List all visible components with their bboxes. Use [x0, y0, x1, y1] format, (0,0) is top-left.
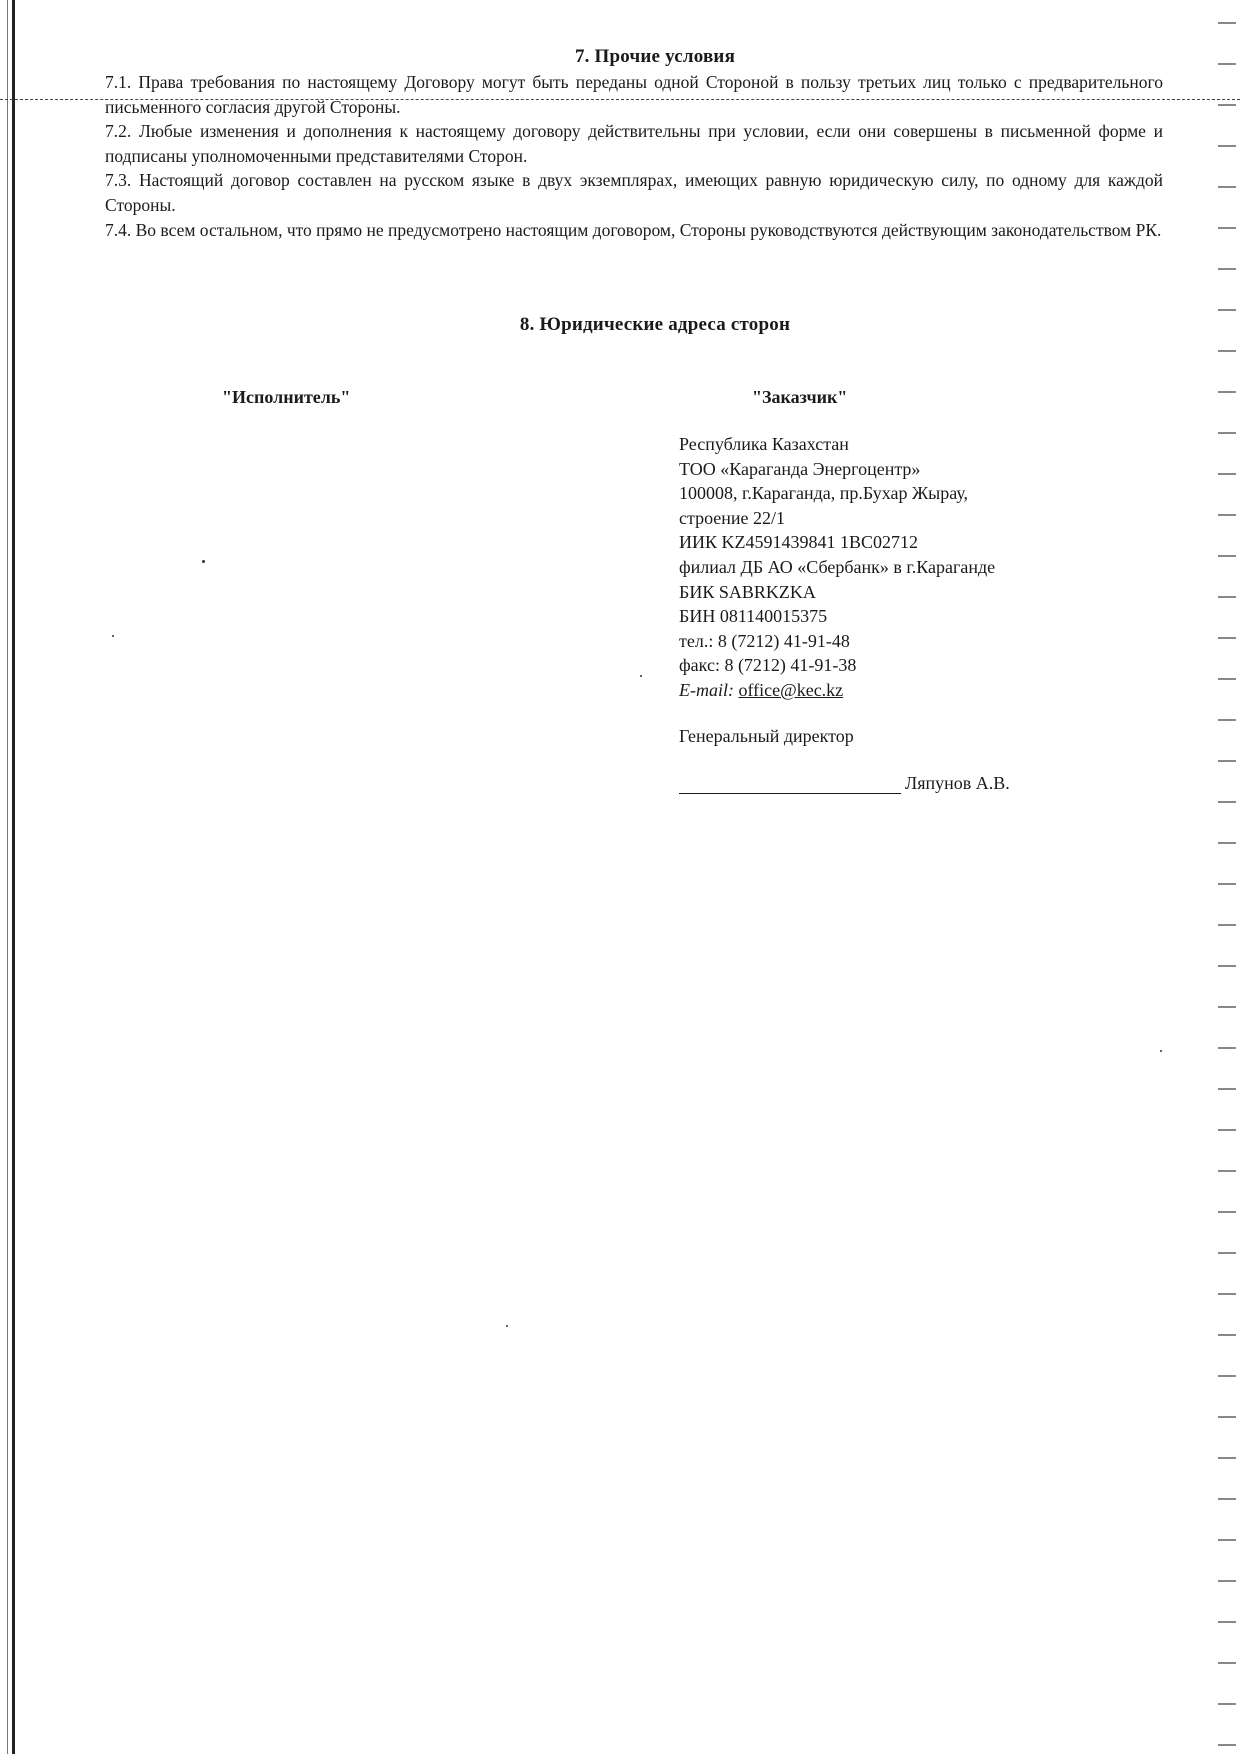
scan-edge [12, 0, 15, 1754]
customer-label: "Заказчик" [752, 387, 848, 407]
scan-speck [640, 675, 642, 677]
executor-label: "Исполнитель" [222, 387, 351, 407]
section-7-title: 7. Прочие условия [574, 46, 736, 67]
email-label: E-mail: [679, 679, 734, 700]
customer-address-line1: 100008, г.Караганда, пр.Бухар Жырау, [679, 483, 969, 504]
customer-bik: БИК SABRKZKA [679, 581, 816, 602]
section-7-clauses [105, 70, 1163, 242]
section-8-title: 8. Юридические адреса сторон [519, 314, 791, 335]
signature-line [679, 773, 901, 794]
customer-email-row [679, 678, 995, 703]
customer-phone: тел.: 8 (7212) 41-91-48 [679, 630, 850, 651]
customer-bin: БИН 081140015375 [679, 606, 828, 627]
customer-iik: ИИК KZ4591439841 1BC02712 [679, 532, 919, 553]
scan-speck [506, 1325, 508, 1327]
scan-speck [1160, 1050, 1162, 1052]
director-name: Ляпунов А.В. [905, 773, 1010, 793]
clause-7-2: 7.2. Любые изменения и дополнения к настоящему договору действительны при условии, если они совершены в письменной форме и подписаны уполномоченными представителями Сторон. [105, 121, 1163, 166]
scan-edge-secondary [7, 0, 8, 1754]
signature-row [679, 773, 1010, 794]
email-link[interactable]: office@kec.kz [738, 679, 844, 700]
customer-address-block [679, 432, 995, 703]
clause-7-4: 7.4. Во всем остальном, что прямо не предусмотрено настоящим договором, Стороны руководствуются действующим законодательством РК. [105, 219, 1162, 240]
director-title: Генеральный директор [679, 726, 854, 746]
customer-company: ТОО «Караганда Энергоцентр» [679, 458, 921, 479]
scan-speck [202, 560, 205, 563]
customer-bank: филиал ДБ АО «Сбербанк» в г.Караганде [679, 556, 996, 577]
scan-edge-ticks [1218, 0, 1236, 1754]
clause-7-1: 7.1. Права требования по настоящему Договору могут быть переданы одной Стороной в пользу третьих лиц только с предварительного письменного согласия другой Стороны. [105, 72, 1163, 117]
customer-address-line2: строение 22/1 [679, 507, 786, 528]
scan-speck [112, 635, 114, 637]
clause-7-3: 7.3. Настоящий договор составлен на русском языке в двух экземплярах, имеющих равную юридическую силу, по одному для каждой Стороны. [105, 170, 1163, 215]
customer-fax: факс: 8 (7212) 41-91-38 [679, 655, 857, 676]
customer-country: Республика Казахстан [679, 434, 849, 454]
